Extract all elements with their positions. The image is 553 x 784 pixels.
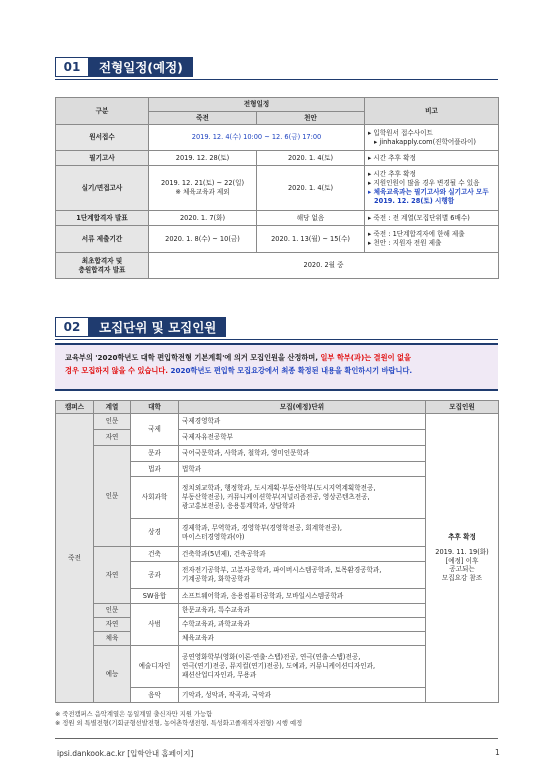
unit-cell: 건축학과(5년제), 건축공학과 [179,547,426,562]
cell-bigo: ▸ 시간 추후 확정 ▸ 지원인원이 많을 경우 변경될 수 있음 ▸ 체육교육과는 필기고사와 실기고사 모두 2019. 12. 28(토) 시행함 [365,166,499,211]
daehak-cell: 사회과학 [131,477,179,519]
header-gyeyeol: 계열 [94,401,131,414]
daehak-cell: SW융합 [131,589,179,604]
table-row [56,151,499,166]
row-label: 서류 제출기간 [56,226,149,253]
notice-box [55,343,498,391]
daehak-cell: 예술디자인 [131,646,179,688]
daehak-cell: 문과 [131,446,179,462]
campus-cell: 죽전 [56,414,94,703]
row-label: 원서접수 [56,125,149,151]
daehak-cell: 국제 [131,414,179,446]
header-danwi: 모집(예정)단위 [179,401,426,414]
row-label: 최초합격자 및 충원합격자 발표 [56,253,149,279]
header-cheonan: 천안 [257,112,365,125]
cell-bigo: ▸ 시간 추후 확정 [365,151,499,166]
table-row [56,253,499,279]
notice-confirm: 2020학년도 편입학 모집요강에서 최종 확정된 내용을 확인하시기 바랍니다. [170,365,413,375]
section2-divider [55,339,498,340]
gyeyeol-cell: 인문 [94,414,131,430]
cell-date: 2020. 1. 7(화) [149,211,257,226]
notice-text: 교육부의 '2020학년도 대학 편입학전형 기본계획'에 의거 모집인원을 산정하며, [65,353,321,362]
header-campus: 캠퍼스 [56,401,94,414]
daehak-cell: 음악 [131,688,179,703]
cell-date: 2019. 12. 28(토) [149,151,257,166]
unit-cell: 국어국문학과, 사학과, 철학과, 영미인문학과 [179,446,426,462]
unit-cell: 전자전기공학부, 고분자공학과, 파이버시스템공학과, 토목환경공학과, 기계공학과, 화학공학과 [179,562,426,589]
gyeyeol-cell: 자연 [94,430,131,446]
unit-cell: 국제자유전공학부 [179,430,426,446]
daehak-cell: 법과 [131,462,179,477]
table-row [56,414,499,430]
table-row [56,211,499,226]
table-row [56,226,499,253]
unit-cell: 법학과 [179,462,426,477]
unit-cell: 기악과, 성악과, 작곡과, 국악과 [179,688,426,703]
row-label: 필기고사 [56,151,149,166]
gyeyeol-cell: 자연 [94,618,131,632]
unit-cell: 한문교육과, 특수교육과 [179,604,426,618]
section1-divider [55,79,498,80]
cell-bigo: ▸ 죽전 : 전 계열(모집단위별 6배수) [365,211,499,226]
table-row [56,125,499,151]
cell-date: 2020. 1. 4(토) [257,166,365,211]
header-inwon: 모집인원 [426,401,499,414]
section1-number: 01 [55,57,89,77]
cell-bigo: ▸ 입학원서 접수사이트 ▸ jinhakapply.com(진학어플라이) [365,125,499,151]
daehak-cell: 건축 [131,547,179,562]
page-number: 1 [495,748,500,757]
section1-title: 전형일정(예정) [89,57,193,77]
section2-title: 모집단위 및 모집인원 [89,317,226,337]
header-gubun: 구분 [56,98,149,125]
cell-date: 해당 없음 [257,211,365,226]
header-bigo: 비고 [365,98,499,125]
gyeyeol-cell: 인문 [94,446,131,547]
footnote: ※ 죽전캠퍼스 음악계열은 동일계열 출신자만 지원 가능함 [55,711,213,718]
gyeyeol-cell: 자연 [94,547,131,604]
cell-date: 2020. 1. 4(토) [257,151,365,166]
table-row [56,166,499,211]
inwon-cell: 추후 확정 2019. 11. 19(화) [예정] 이후 공고되는 모집요강 참조 [426,414,499,703]
cell-date: 2020. 1. 8(수) ~ 10(금) [149,226,257,253]
header-jeonhyeong: 전형일정 [149,98,365,112]
unit-cell: 체육교육과 [179,632,426,646]
unit-cell: 소프트웨어학과, 응용컴퓨터공학과, 모바일시스템공학과 [179,589,426,604]
footnote: ※ 정원 외 특별전형(기회균형선발전형, 농어촌학생전형, 특성화고졸재직자전형) 시행 예정 [55,720,303,727]
notice-warning: 경우 모집하지 않을 수 있습니다. [65,365,171,375]
cell-date: 2019. 12. 4(수) 10:00 ~ 12. 6(금) 17:00 [149,125,365,151]
row-label: 실기/면접고사 [56,166,149,211]
cell-date: 2020. 2월 중 [149,253,499,279]
unit-cell: 국제경영학과 [179,414,426,430]
daehak-cell: 사범 [131,604,179,646]
footer-site: ipsi.dankook.ac.kr [입학안내 홈페이지] [57,749,194,758]
notice-warning: 일부 학부(과)는 결원이 없을 [320,353,411,362]
header-daehak: 대학 [131,401,179,414]
daehak-cell: 상경 [131,519,179,547]
gyeyeol-cell: 예능 [94,646,131,703]
gyeyeol-cell: 체육 [94,632,131,646]
header-jukjeon: 죽전 [149,112,257,125]
section2-header [55,317,226,337]
cell-bigo: ▸ 죽전 : 1단계합격자에 한해 제출 ▸ 천안 : 지원자 전원 제출 [365,226,499,253]
schedule-table [55,97,499,279]
unit-cell: 공연영화학부(영화(이론·연출·스탭)전공, 연극(연출·스탭)전공, 연극(연기)전공, 뮤지컬(연기)전공), 도예과, 커뮤니케이션디자인과, 패션산업디자인과, 무용과 [179,646,426,688]
daehak-cell: 공과 [131,562,179,589]
section2-number: 02 [55,317,89,337]
unit-cell: 정치외교학과, 행정학과, 도시계획·부동산학부(도시지역계획학전공, 부동산학전공), 커뮤니케이션학부(저널리즘전공, 영상콘텐츠전공, 광고홍보전공), 응용통계학과, 상담학과 [179,477,426,519]
unit-cell: 수학교육과, 과학교육과 [179,618,426,632]
footer-divider [55,738,498,739]
unit-cell: 경제학과, 무역학과, 경영학부(경영학전공, 회계학전공), 마이스터경영학과(야) [179,519,426,547]
row-label: 1단계합격자 발표 [56,211,149,226]
section1-header [55,57,193,77]
cell-date: 2020. 1. 13(월) ~ 15(수) [257,226,365,253]
gyeyeol-cell: 인문 [94,604,131,618]
cell-date: 2019. 12. 21(토) ~ 22(일) ※ 체육교육과 제외 [149,166,257,211]
units-table [55,400,499,703]
